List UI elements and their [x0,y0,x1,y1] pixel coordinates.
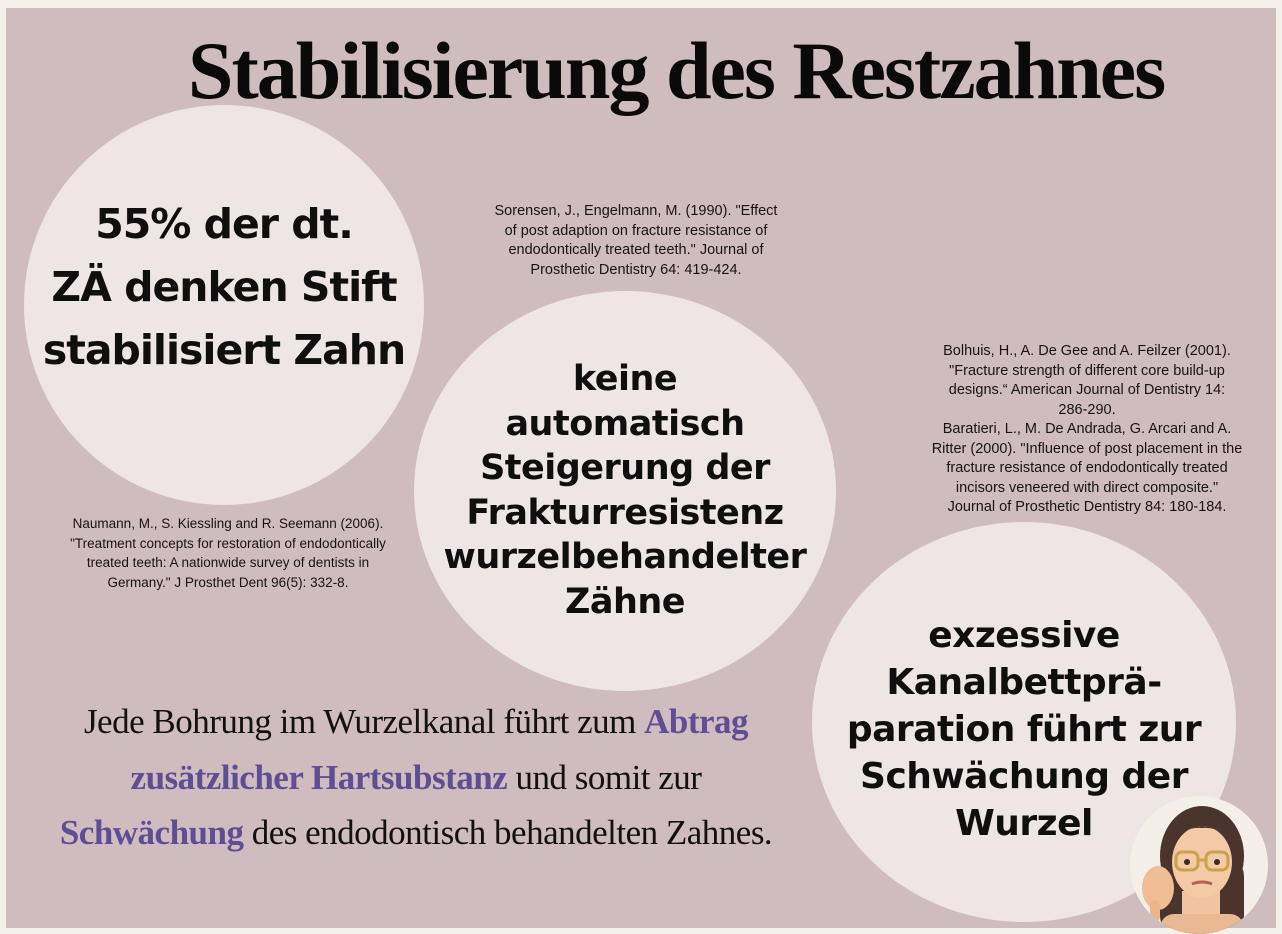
reference-line: of post adaption on fracture resistance of [504,222,768,239]
statement-part: Jede Bohrung im Wurzelkanal führt zum [83,702,645,741]
circle-fracture-resistance [414,291,836,691]
circle-line: Schwächung der [860,756,1188,797]
circle-line: Frakturresistenz [466,492,784,533]
circle-line: Kanalbettprä- [886,662,1162,703]
circle-line: keine [572,359,678,399]
circle-fracture-text [414,357,836,624]
reference-line: Ritter (2000). "Influence of post placement in the [931,440,1243,457]
circle-line: stabilisiert Zahn [42,326,406,374]
slide-title: Stabilisierung des Restzahnes [187,25,1165,116]
memoji-thumbs-down-icon [1130,796,1268,934]
circle-line: ZÄ denken Stift [51,263,397,311]
statement-part: und somit zur [507,757,702,797]
reference-line: Sorensen, J., Engelmann, M. (1990). "Effect [494,203,778,219]
circle-line: exzessive [928,615,1120,656]
reference-line: Journal of Prosthetic Dentistry 84: 180-184. [947,499,1227,515]
reference-line: "Fracture strength of different core build-up [949,362,1225,379]
circle-survey [24,105,424,505]
reference-line: designs.“ American Journal of Dentistry 14: [948,382,1226,398]
circle-survey-text [24,193,424,382]
circle-line: 55% der dt. [95,200,353,248]
reference-line: 286-290. [1058,401,1116,418]
reference-naumann [38,514,418,592]
circle-line: paration führt zur [846,709,1202,750]
reference-line: Bolhuis, H., A. De Gee and A. Feilzer (2001). [943,343,1231,359]
reference-sorensen [466,202,806,280]
circle-line: Steigerung der [480,448,770,488]
reference-bolhuis-baratieri [906,342,1268,518]
circle-line: Zähne [564,581,686,622]
circle-line: Wurzel [955,803,1093,844]
reference-line: "Treatment concepts for restoration of endodontically [70,535,386,551]
reference-line: treated teeth: A nationwide survey of dentists in [86,555,370,570]
statement-highlight: Schwächung [59,813,244,852]
slide [6,8,1276,928]
reference-line: endodontically treated teeth." Journal of [508,242,764,258]
reference-line: Naumann, M., S. Kiessling and R. Seemann (2006). [72,516,384,531]
statement-text [46,694,786,861]
circle-line: wurzelbehandelter [443,537,807,577]
statement-highlight: Abtrag zusätzlicher Hartsubstanz [130,702,749,797]
statement-part: des endodontisch behandelten Zahnes. [243,813,773,852]
reference-line: incisors veneered with direct composite." [955,479,1219,496]
reference-line: Germany." J Prosthet Dent 96(5): 332-8. [107,574,349,590]
reference-line: Prosthetic Dentistry 64: 419-424. [530,261,742,278]
reference-line: fracture resistance of endodontically treated [946,460,1228,476]
reference-line: Baratieri, L., M. De Andrada, G. Arcari and A. [942,421,1232,437]
circle-line: automatisch [505,403,745,444]
